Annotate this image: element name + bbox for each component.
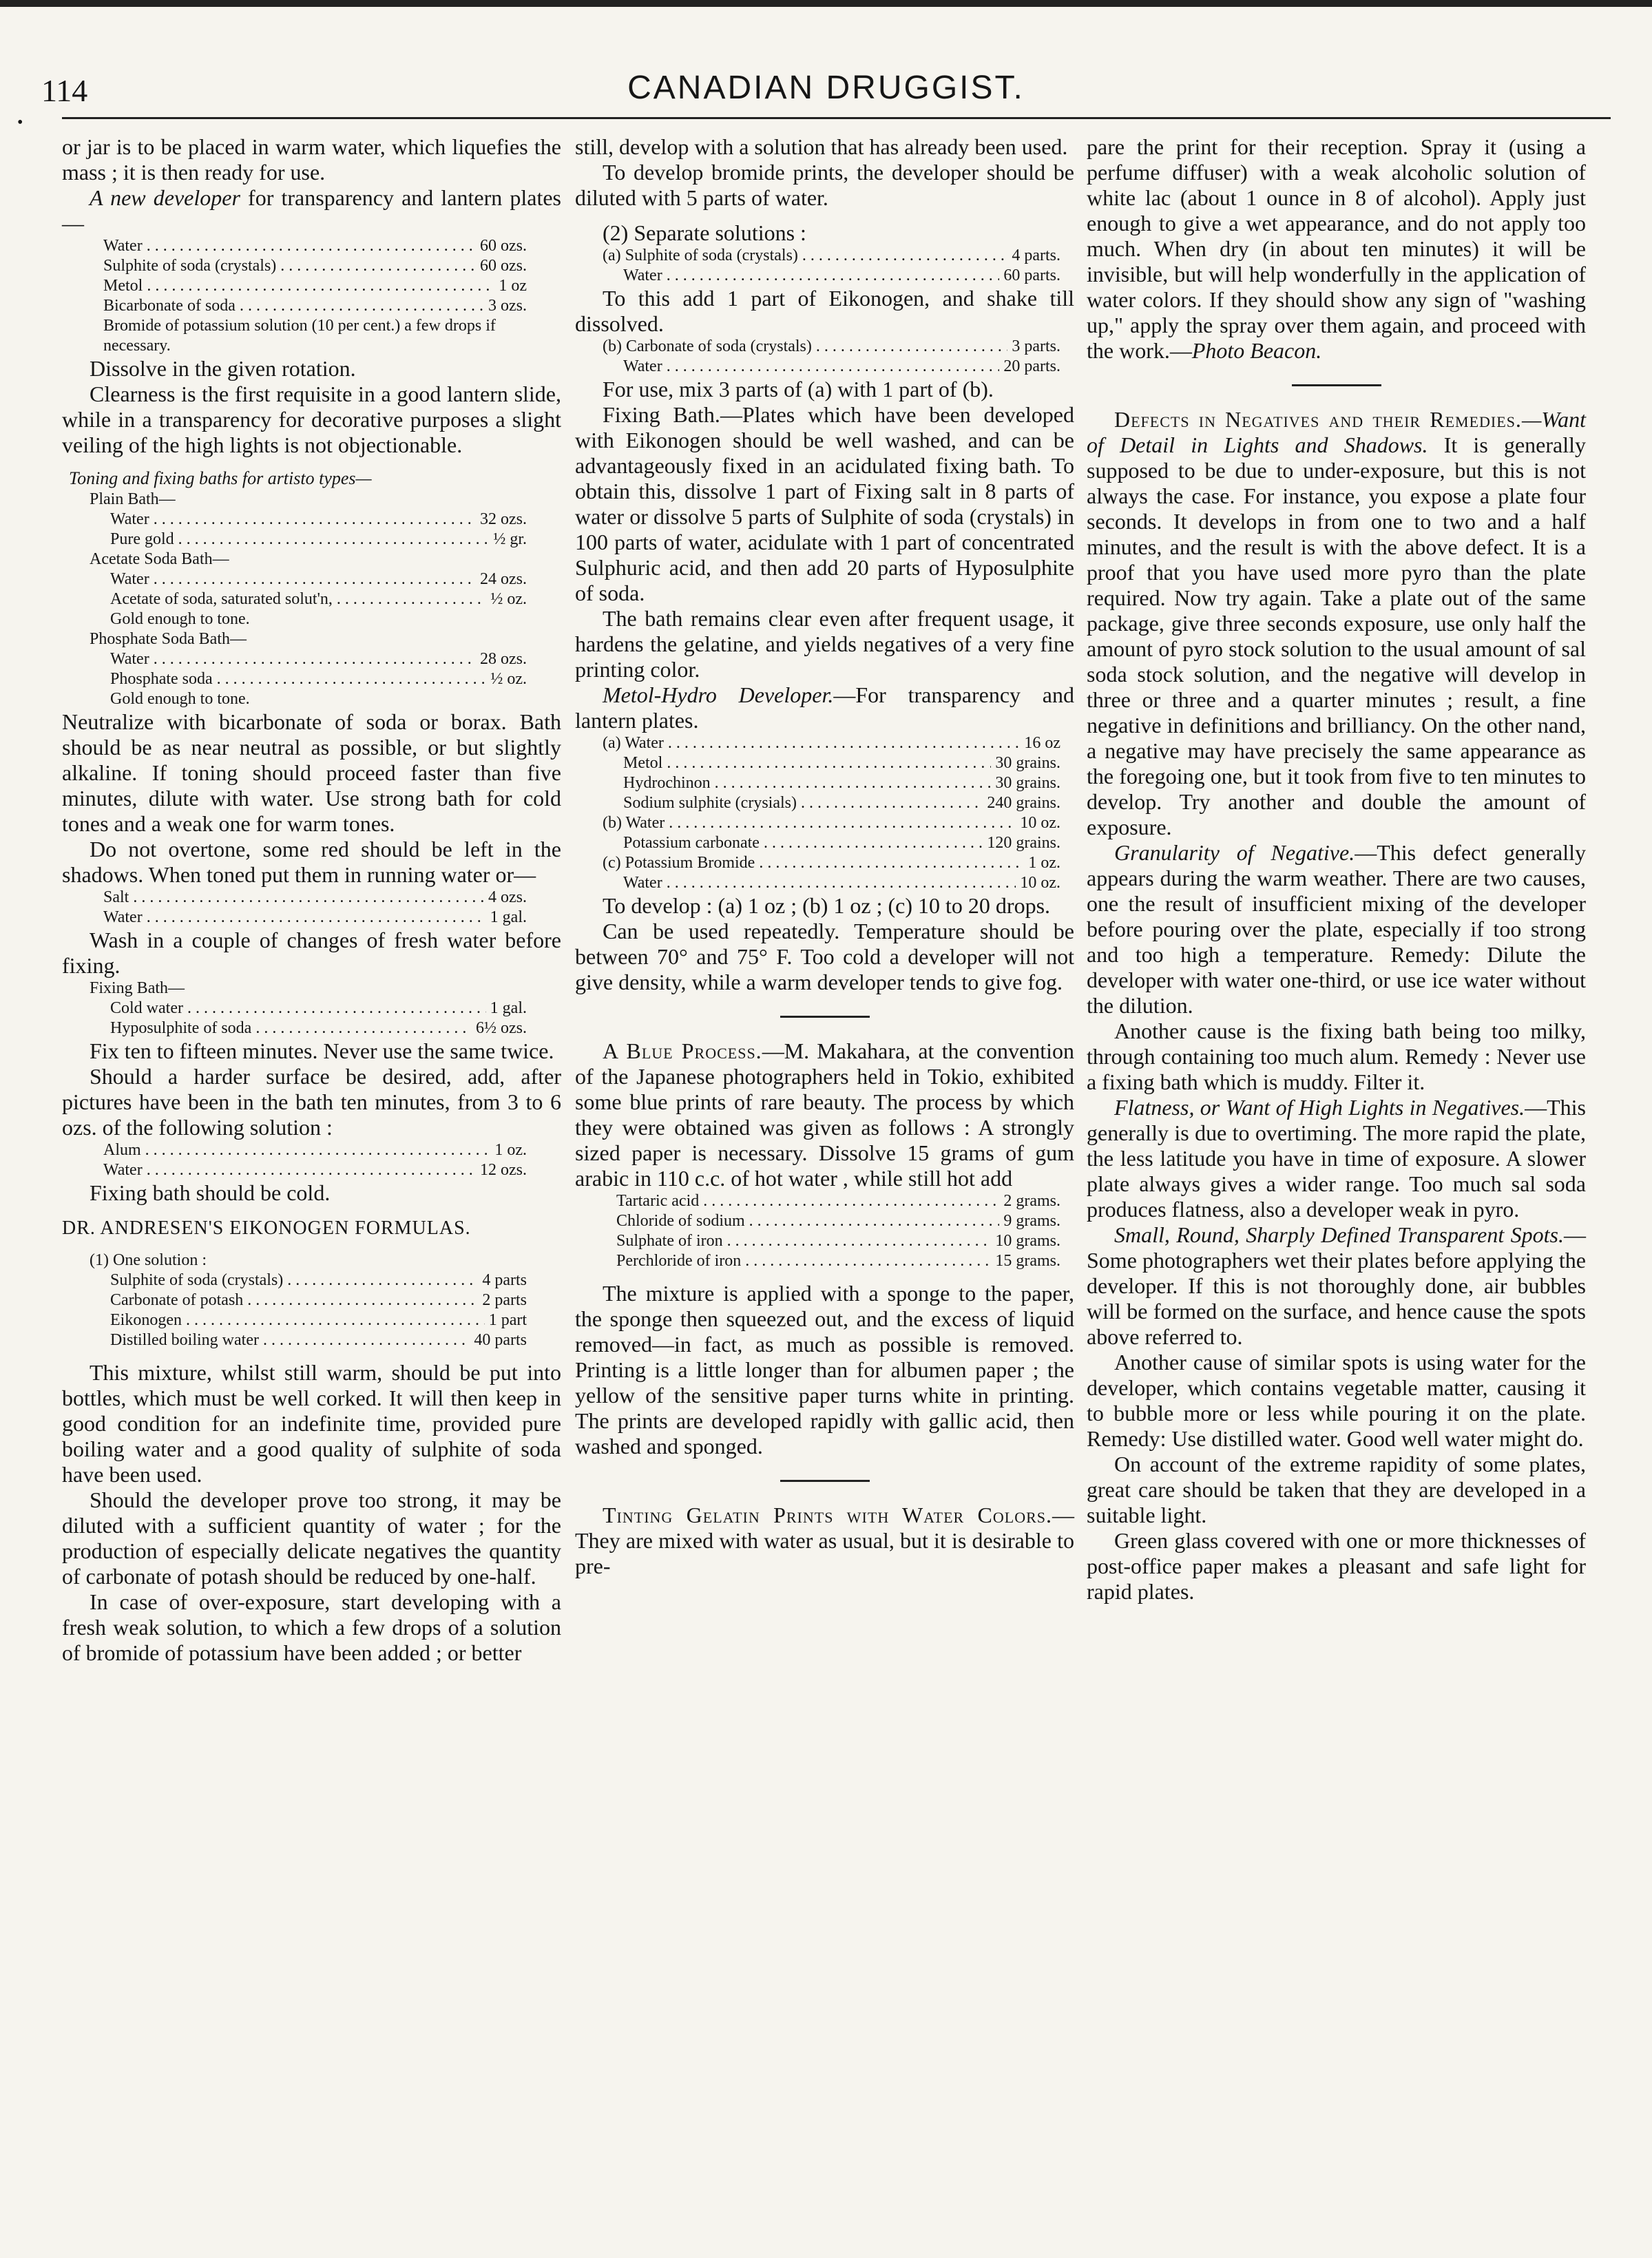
- quantity: 1 gal.: [490, 999, 527, 1017]
- paragraph: [575, 1503, 1074, 1579]
- ingredient: Potassium carbonate . . .: [623, 833, 983, 853]
- quantity: 2 parts: [482, 1291, 527, 1309]
- paragraph: To this add 1 part of Eikonogen, and shake till dissolved.: [575, 286, 1074, 336]
- formula-row: [103, 256, 561, 276]
- formula-row: [603, 337, 1074, 357]
- ingredient: Metol . . .: [623, 753, 991, 773]
- formula-row: [603, 813, 1074, 833]
- article-heading: A Blue Process.: [603, 1038, 762, 1063]
- ingredient: Pure gold . . .: [110, 530, 489, 550]
- paragraph: The mixture is applied with a sponge to the paper, the sponge then squeezed out, and the excess of liquid removed—in fact, as much as possible is removed. Printing is a little longer than for albumen paper ; the yellow of the sensitive paper turns white in printing. The prints are developed rapidly with gallic acid, then washed and sponged.: [575, 1281, 1074, 1459]
- spacer: [575, 1271, 1074, 1281]
- quantity: 10 grams.: [995, 1232, 1060, 1250]
- ingredient: Water . . .: [103, 908, 486, 928]
- formula-fixing: [62, 979, 561, 1038]
- formula-row: [90, 589, 561, 609]
- formula-row: [90, 1330, 561, 1350]
- paragraph: (2) Separate solutions :: [603, 220, 806, 245]
- formula-metol: [575, 733, 1074, 893]
- formula-row: [90, 999, 561, 1018]
- formula-row: [603, 733, 1074, 753]
- quantity: 1 part: [488, 1311, 527, 1329]
- bath-heading: Plain Bath—: [90, 490, 176, 508]
- subheading: Granularity of Negative.: [1114, 840, 1355, 865]
- ingredient: Hyposulphite of soda . . .: [110, 1018, 472, 1038]
- paragraph: The bath remains clear even after frequent usage, it hardens the gelatine, and yields negatives of a very fine printing color.: [575, 606, 1074, 682]
- ingredient: Phosphate soda . . .: [110, 669, 486, 689]
- quantity: 32 ozs.: [480, 510, 527, 528]
- quantity: 10 oz.: [1020, 874, 1060, 892]
- paragraph: [1087, 840, 1586, 1018]
- formula-row: [103, 1160, 561, 1180]
- ingredient: Water . . .: [110, 569, 476, 589]
- paragraph: For use, mix 3 parts of (a) with 1 part of (b).: [603, 377, 994, 401]
- formula-row: [90, 569, 561, 589]
- formula-row: [90, 510, 561, 530]
- quantity: ½ oz.: [490, 590, 527, 608]
- quantity: 3 ozs.: [488, 297, 527, 315]
- formula-row: [103, 236, 561, 256]
- paragraph: To develop bromide prints, the developer should be diluted with 5 parts of water.: [575, 160, 1074, 210]
- column-1: [62, 134, 561, 1666]
- paragraph: [575, 1038, 1074, 1191]
- section-divider: [1292, 384, 1381, 386]
- paragraph: Do not overtone, some red should be left in the shadows. When toned put them in running water or—: [62, 837, 561, 887]
- ingredient: Water . . .: [103, 1160, 476, 1180]
- quantity: 10 oz.: [1020, 814, 1060, 832]
- paragraph-text: —They are mixed with water as usual, but it is desirable to pre-: [575, 1503, 1074, 1578]
- spacer: [62, 1206, 561, 1215]
- quantity: 12 ozs.: [480, 1161, 527, 1179]
- ingredient: Acetate of soda, saturated solut'n, . . .: [110, 589, 486, 609]
- paragraph: Can be used repeatedly. Temperature should be between 70° and 75° F. Too cold a developer will not give density, while a warm developer tends to give fog.: [575, 919, 1074, 994]
- formula-alum: [62, 1140, 561, 1180]
- spacer: [62, 458, 561, 468]
- paragraph: Fixing Bath.—Plates which have been developed with Eikonogen should be well washed, and can be advantageously fixed in an acidulated fixing bath. To obtain this, dissolve 1 part of Fixing salt in 8 parts of water or dissolve 5 parts of Sulphite of soda (crystals) in 100 parts of water, acidulate with 1 part of concentrated Sulphuric acid, and then add 20 parts of Hyposulphite of soda.: [575, 402, 1074, 605]
- ingredient: Alum . . .: [103, 1140, 490, 1160]
- ingredient: Sulphate of iron . . .: [616, 1231, 991, 1251]
- quantity: 30 grains.: [995, 754, 1060, 772]
- ingredient: Sulphite of soda (crystals) . . .: [110, 1271, 478, 1290]
- paragraph: On account of the extreme rapidity of some plates, great care should be taken that they are developed in a suitable light.: [1087, 1452, 1586, 1527]
- ingredient: Salt . . .: [103, 888, 484, 908]
- ingredient: Sulphite of soda (crystals) . . .: [103, 256, 476, 276]
- spacer: [62, 1350, 561, 1360]
- article-heading: Defects in Negatives and their Remedies.: [1114, 407, 1522, 432]
- column-3: [1087, 134, 1586, 1604]
- formula-new-developer: [62, 236, 561, 356]
- quantity: 6½ ozs.: [476, 1019, 527, 1037]
- quantity: ½ oz.: [490, 670, 527, 688]
- ingredient: (b) Carbonate of soda (crystals) . . .: [603, 337, 1007, 357]
- formula-row: [603, 833, 1074, 853]
- ingredient: Metol . . .: [103, 276, 494, 296]
- formula-row: [90, 1018, 561, 1038]
- ingredient: Water . . .: [103, 236, 476, 256]
- quantity: 1 oz.: [1028, 854, 1060, 872]
- section-heading: DR. ANDRESEN'S EIKONOGEN FORMULAS.: [62, 1217, 471, 1239]
- formula-toning: [62, 490, 561, 709]
- formula-row: [603, 873, 1074, 893]
- formula-row: [616, 1191, 1074, 1211]
- formula-note: Bromide of potassium solution (10 per cent.) a few drops if necessary.: [103, 317, 496, 355]
- paragraph: or jar is to be placed in warm water, which liquefies the mass ; it is then ready for use.: [62, 134, 561, 185]
- ingredient: Bicarbonate of soda . . .: [103, 296, 484, 316]
- paragraph: [1087, 407, 1586, 840]
- quantity: 120 grains.: [987, 834, 1060, 852]
- section-divider: [780, 1480, 870, 1482]
- formula-row: [90, 1290, 561, 1310]
- ingredient: Distilled boiling water . . .: [110, 1330, 470, 1350]
- quantity: 2 grams.: [1003, 1192, 1060, 1210]
- bath-heading: Fixing Bath—: [90, 979, 185, 997]
- paragraph-text: —This generally is due to overtiming. The more rapid the plate, the less latitude you have in time of exposure. A slower plate always gives a wider range. Too much sal soda produces flatness, also a developer weak in pyro.: [1087, 1095, 1586, 1222]
- paragraph-text: for transparency and lantern plates—: [62, 185, 562, 236]
- quantity: 4 ozs.: [488, 888, 527, 906]
- formula-row: [90, 530, 561, 550]
- formula-row: [103, 296, 561, 316]
- formula-row: [90, 669, 561, 689]
- quantity: 1 oz: [499, 277, 527, 295]
- paragraph: Fixing bath should be cold.: [90, 1180, 331, 1205]
- paragraph: Should the developer prove too strong, it may be diluted with a sufficient quantity of water ; for the production of especially delicate negatives the quantity of carbonate of potash should be reduced by one-half.: [62, 1487, 561, 1589]
- paragraph: still, develop with a solution that has already been used.: [575, 134, 1068, 159]
- paragraph: Green glass covered with one or more thicknesses of post-office paper makes a pleasant and safe light for rapid plates.: [1087, 1528, 1586, 1604]
- paragraph: Fix ten to fifteen minutes. Never use the same twice.: [90, 1038, 554, 1063]
- quantity: 30 grains.: [995, 774, 1060, 792]
- formula-row: [603, 753, 1074, 773]
- paragraph-text: —For transparency and lantern plates.: [575, 682, 1075, 733]
- quantity: 40 parts: [474, 1331, 527, 1349]
- italic-lead: Metol-Hydro Developer.: [603, 682, 834, 707]
- paragraph-text: It is generally supposed to be due to under-exposure, but this is not always the case. For instance, you expose a plate four seconds. It develops in from one to two and a half minutes, and the result is with the above defect. It is a proof that you have used more pyro than the plate required. Now try again. Take a plate out of the same package, give three seconds exposure, use only half the amount of pyro stock solution to the usual amount of sal soda stock solution, and the negative will develop in three or three and a quarter minutes ; result, a fine negative in definitions and brilliancy. On the other nand, a negative may have precisely the same appearance as the foregoing one, but it took from five to ten minutes to develop. Try another and double the amount of exposure.: [1087, 432, 1587, 839]
- quantity: 4 parts.: [1012, 247, 1060, 264]
- formula-heading: (1) One solution :: [90, 1251, 207, 1269]
- bath-heading: Acetate Soda Bath—: [90, 550, 229, 568]
- quantity: 60 parts.: [1003, 266, 1060, 284]
- margin-dot: •: [17, 114, 23, 132]
- paragraph: Should a harder surface be desired, add, after pictures have been in the bath ten minutes, from 3 to 6 ozs. of the following solution :: [62, 1064, 561, 1140]
- spacer: [575, 211, 1074, 220]
- spacer: [62, 1241, 561, 1251]
- quantity: 1 oz.: [494, 1141, 527, 1159]
- ingredient: Water . . .: [110, 649, 476, 669]
- ingredient: Water . . .: [623, 873, 1016, 893]
- italic-lead: A new developer: [90, 185, 240, 210]
- quantity: 9 grams.: [1003, 1212, 1060, 1230]
- ingredient: Tartaric acid . . .: [616, 1191, 999, 1211]
- quantity: ½ gr.: [493, 530, 527, 548]
- ingredient: Water . . .: [110, 510, 476, 530]
- ingredient: Eikonogen . . .: [110, 1310, 485, 1330]
- formula-note: Gold enough to tone.: [110, 690, 250, 708]
- page-header: [41, 65, 1611, 121]
- formula-solution-a: [575, 246, 1074, 286]
- paragraph: [575, 682, 1074, 733]
- formula-solution-b: [575, 337, 1074, 377]
- quantity: 15 grams.: [995, 1252, 1060, 1270]
- ingredient: (c) Potassium Bromide . . .: [603, 853, 1024, 873]
- subheading: Small, Round, Sharply Defined Transparent Spots.: [1114, 1222, 1564, 1247]
- paragraph-text: pare the print for their reception. Spray it (using a perfume diffuser) with a weak alcoholic solution of white lac (about 1 ounce in 8 of alcohol). Apply just enough to give a wet appearance, and do not apply too much. When dry (in about ten minutes) it will be invisible, but will help wonderfully in the application of water colors. If they should show any sign of "washing up," apply the spray over them again, and proceed with the work.—: [1087, 134, 1586, 363]
- ingredient: (b) Water . . .: [603, 813, 1016, 833]
- formula-row: [103, 888, 561, 908]
- ingredient: (a) Sulphite of soda (crystals) . . .: [603, 246, 1007, 266]
- paragraph: Neutralize with bicarbonate of soda or borax. Bath should be as near neutral as possible, or but slightly alkaline. If toning should proceed faster than five minutes, dilute with water. Use strong bath for cold tones and a weak one for warm tones.: [62, 709, 561, 836]
- column-2: [575, 134, 1074, 1579]
- quantity: 24 ozs.: [480, 570, 527, 588]
- quantity: 28 ozs.: [480, 650, 527, 668]
- formula-row: [90, 1310, 561, 1330]
- quantity: 1 gal.: [490, 908, 527, 926]
- paragraph: [1087, 134, 1586, 364]
- paragraph: Dissolve in the given rotation.: [90, 356, 356, 381]
- paragraph-text: —This defect generally appears during the warm weather. There are two causes, one the result of insufficient mixing of the developer before pouring over the plate, especially if too strong and too high a temperature. Remedy: Dilute the developer with water one-third, or use ice water without the dilution.: [1087, 840, 1587, 1018]
- ingredient: Hydrochinon . . .: [623, 773, 991, 793]
- ingredient: Carbonate of potash . . .: [110, 1290, 478, 1310]
- paragraph-text: —M. Makahara, at the convention of the Japanese photographers held in Tokio, exhibited some blue prints of rare beauty. The process by which they were obtained was given as follows : A strongly sized paper is necessary. Dissolve 15 grams of gum arabic in 110 c.c. of hot water , while still hot add: [575, 1038, 1074, 1191]
- section-divider: [780, 1016, 870, 1018]
- quantity: 3 parts.: [1012, 337, 1060, 355]
- top-border: [0, 0, 1652, 7]
- subheading: Flatness, or Want of High Lights in Negatives.: [1114, 1095, 1525, 1120]
- paragraph: Wash in a couple of changes of fresh water before fixing.: [62, 928, 561, 978]
- quantity: 4 parts: [482, 1271, 527, 1289]
- formula-row: [90, 649, 561, 669]
- formula-row: [603, 246, 1074, 266]
- paragraph: Another cause is the fixing bath being too milky, through containing too much alum. Remedy : Never use a fixing bath which is muddy. Filter it.: [1087, 1018, 1586, 1094]
- formula-note: Gold enough to tone.: [110, 610, 250, 628]
- paragraph: Another cause of similar spots is using water for the developer, which contains vegetable matter, causing it to bubble more or less while pouring it on the plate. Remedy: Use distilled water. Good well water might do.: [1087, 1350, 1586, 1451]
- ingredient: Water . . .: [623, 357, 999, 377]
- formula-row: [103, 1140, 561, 1160]
- formula-row: [103, 908, 561, 928]
- formula-row: [90, 1271, 561, 1290]
- source-credit: Photo Beacon.: [1191, 338, 1322, 363]
- formula-row: [616, 1231, 1074, 1251]
- ingredient: Cold water . . .: [110, 999, 486, 1018]
- bath-heading: Phosphate Soda Bath—: [90, 630, 247, 648]
- toning-heading: Toning and fixing baths for artisto types—: [69, 468, 372, 488]
- formula-row: [603, 266, 1074, 286]
- paragraph: In case of over-exposure, start developing with a fresh weak solution, to which a few drops of a solution of bromide of potassium have been added ; or better: [62, 1589, 561, 1665]
- formula-blue-process: [575, 1191, 1074, 1271]
- article-heading: Tinting Gelatin Prints with Water Colors.: [603, 1503, 1052, 1527]
- paragraph: This mixture, whilst still warm, should be put into bottles, which must be well corked. It will then keep in good condition for an indefinite time, provided pure boiling water and a good quality of sulphite of soda have been used.: [62, 1360, 561, 1487]
- formula-row: [616, 1211, 1074, 1231]
- formula-row: [616, 1251, 1074, 1271]
- formula-eikonogen: [62, 1251, 561, 1350]
- quantity: 60 ozs.: [480, 237, 527, 255]
- paragraph: Clearness is the first requisite in a good lantern slide, while in a transparency for decorative purposes a slight veiling of the high lights is not objectionable.: [62, 381, 561, 457]
- paragraph-text: —Some photographers wet their plates before applying the developer. If this is not thoroughly done, air bubbles will be formed on the surface, and hence cause the spots above referred to.: [1087, 1222, 1586, 1349]
- paragraph: [62, 185, 561, 236]
- ingredient: Sodium sulphite (crysials) . . .: [623, 793, 983, 813]
- formula-salt: [62, 888, 561, 928]
- formula-row: [603, 357, 1074, 377]
- formula-row: [603, 853, 1074, 873]
- formula-row: [603, 793, 1074, 813]
- subheading: —Want of Detail in Lights and Shadows.: [1087, 407, 1586, 457]
- quantity: 60 ozs.: [480, 257, 527, 275]
- ingredient: (a) Water . . .: [603, 733, 1020, 753]
- paragraph: [1087, 1222, 1586, 1350]
- formula-row: [103, 276, 561, 296]
- ingredient: Water . . .: [623, 266, 999, 286]
- quantity: 16 oz: [1024, 734, 1060, 752]
- paragraph: To develop : (a) 1 oz ; (b) 1 oz ; (c) 10 to 20 drops.: [603, 893, 1051, 918]
- quantity: 20 parts.: [1003, 357, 1060, 375]
- ingredient: Perchloride of iron . . .: [616, 1251, 991, 1271]
- page-number: 114: [41, 73, 88, 108]
- formula-row: [603, 773, 1074, 793]
- ingredient: Chloride of sodium . . .: [616, 1211, 999, 1231]
- paragraph: [1087, 1095, 1586, 1222]
- running-title: CANADIAN DRUGGIST.: [627, 70, 1025, 106]
- header-rule: [62, 117, 1611, 119]
- quantity: 240 grains.: [987, 794, 1060, 812]
